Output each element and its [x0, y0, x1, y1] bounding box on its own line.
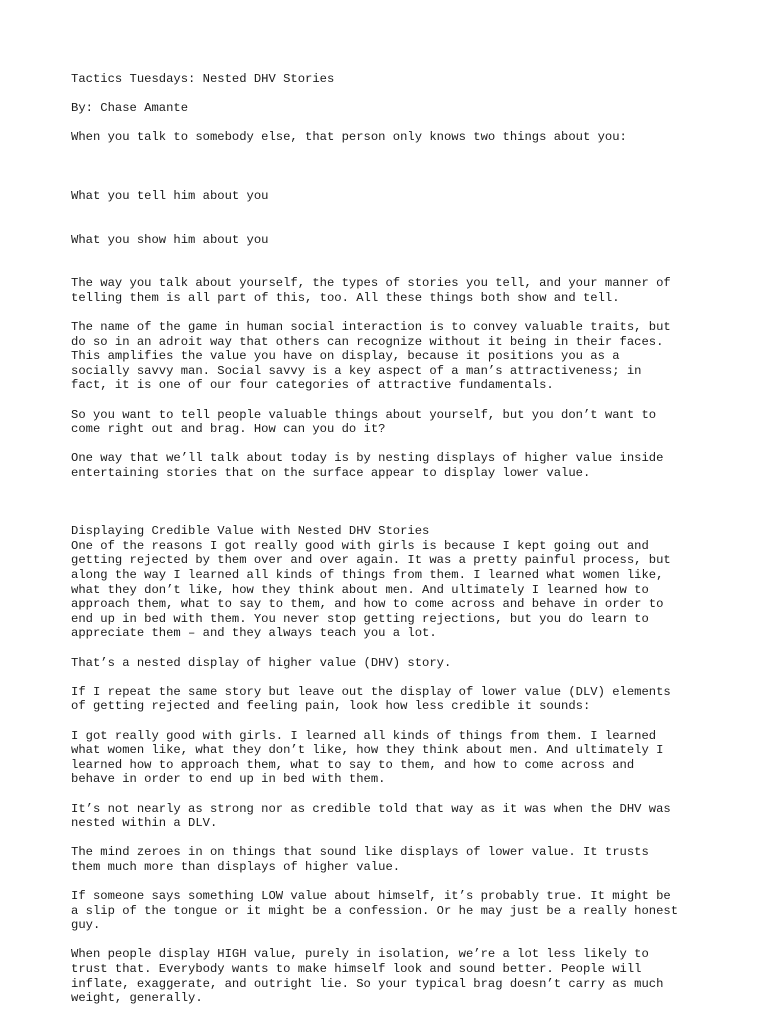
- list-item: What you tell him about you: [71, 188, 269, 203]
- document-page: [71, 72, 711, 1020]
- list: [71, 160, 711, 277]
- paragraph-7: If I repeat the same story but leave out the display of lower value (DLV) elements of getting rejected and feeling pain, look how less credible it sounds:: [71, 684, 671, 714]
- paragraph-1: The way you talk about yourself, the types of stories you tell, and your manner of telling them is all part of this, too. All these things both show and tell.: [71, 276, 671, 305]
- intro-paragraph: When you talk to somebody else, that person only knows two things about you:: [71, 130, 627, 145]
- paragraph-8: I got really good with girls. I learned all kinds of things from them. I learned what women like, what they don’t like, how they think about men. And ultimately I learned how to approach them, what to say to them, and how to come across and behave in order to end up in bed with them.: [71, 728, 664, 787]
- section-heading: Displaying Credible Value with Nested DHV Stories: [71, 524, 430, 539]
- byline: By: Chase Amante: [71, 101, 189, 116]
- paragraph-11: If someone says something LOW value about himself, it’s probably true. It might be a slip of the tongue or it might be a confession. Or he may just be a really honest guy.: [71, 889, 679, 933]
- paragraph-12: When people display HIGH value, purely in isolation, we’re a lot less likely to trust that. Everybody wants to make himself look and sound better. People will inflate, exaggerate, and outright lie. So your typical brag doesn’t carry as much weight, generally.: [71, 947, 664, 1006]
- spacer: [71, 495, 711, 524]
- paragraph-6: That’s a nested display of higher value (DHV) story.: [71, 655, 452, 670]
- paragraph-3: So you want to tell people valuable things about yourself, but you don’t want to come right out and brag. How can you do it?: [71, 407, 657, 437]
- paragraph-9: It’s not nearly as strong nor as credible told that way as it was when the DHV was nested within a DLV.: [71, 801, 671, 831]
- document-title: Tactics Tuesdays: Nested DHV Stories: [71, 72, 335, 86]
- paragraph-10: The mind zeroes in on things that sound like displays of lower value. It trusts them much more than displays of higher value.: [71, 845, 649, 874]
- paragraph-4: One way that we’ll talk about today is by nesting displays of higher value inside entertaining stories that on the surface appear to display lower value.: [71, 451, 664, 481]
- paragraph-2: The name of the game in human social interaction is to convey valuable traits, but do so in an adroit way that others can recognize without it being in their faces. This amplifies the value you have on display, because it positions you as a socially savvy man. Social savvy is a key aspect of a man’s attractiveness; in fact, it is one of our four categories of attractive fundamentals.: [71, 320, 671, 393]
- list-item: What you show him about you: [71, 232, 269, 247]
- paragraph-5: One of the reasons I got really good with girls is because I kept going out and getting rejected by them over and over again. It was a pretty painful process, but along the way I learned all kinds of things from them. I learned what women like, what they don’t like, how they think about men. And ultimately I learned how to approach them, what to say to them, and how to come across and behave in order to end up in bed with them. You never stop getting rejections, but you do learn to appreciate them – and they always teach you a lot.: [71, 538, 671, 641]
